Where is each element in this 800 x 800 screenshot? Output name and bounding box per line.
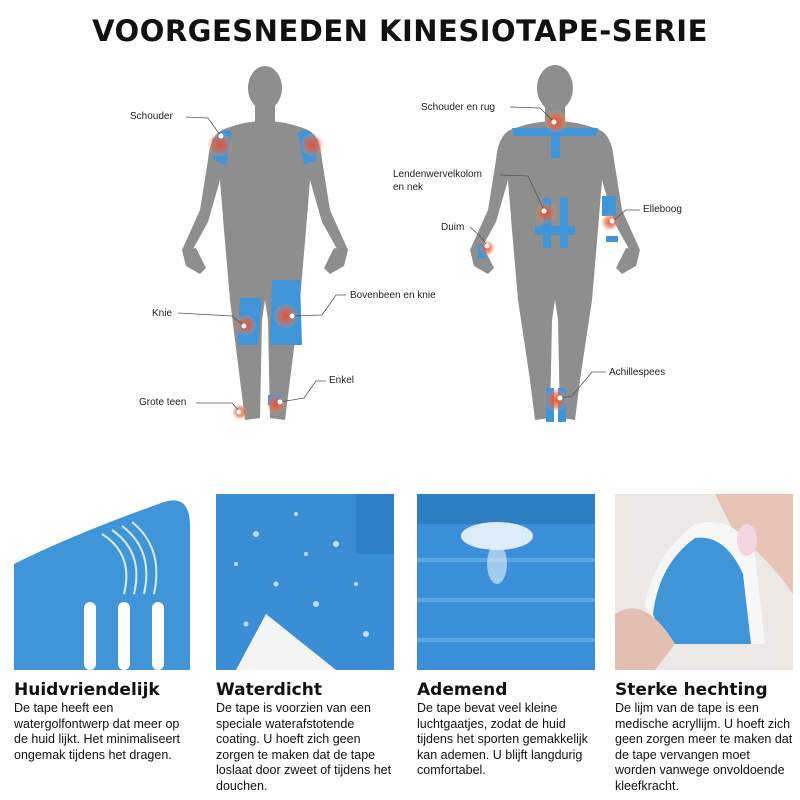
label-schouder: Schouder — [130, 111, 173, 122]
label-lendenwervelkolom-line1: Lendenwervelkolom — [393, 169, 482, 180]
breathable-tape-photo — [417, 494, 595, 670]
feature-waterdicht — [216, 494, 394, 794]
feature-sterke-hechting — [615, 494, 793, 794]
feature-text: De lijm van de tape is een medische acryllijm. U hoeft zich geen zorgen meer te maken dat de tape vervangen moet worden vanwege onvoldoende kleefkracht. — [615, 701, 793, 793]
wave-tape-photo — [14, 494, 192, 670]
page-title: VOORGESNEDEN KINESIOTAPE-SERIE — [92, 14, 708, 48]
label-schouder-rug: Schouder en rug — [421, 102, 495, 113]
label-lendenwervelkolom-line2: en nek — [393, 182, 424, 193]
label-duim: Duim — [441, 222, 465, 233]
feature-title: Huidvriendelijk — [14, 680, 160, 700]
label-knie: Knie — [152, 308, 173, 319]
feature-huidvriendelijk — [14, 494, 192, 763]
feature-title: Ademend — [417, 680, 508, 700]
feature-title: Sterke hechting — [615, 680, 768, 700]
feature-text: De tape heeft een watergolfontwerp dat meer op de huid lijkt. Het minimaliseert ongemak tijdens het dragen. — [14, 701, 181, 762]
front-body-figure — [182, 66, 348, 420]
label-enkel: Enkel — [329, 375, 355, 386]
waterproof-tape-photo — [216, 494, 394, 670]
feature-ademend — [417, 494, 595, 779]
label-grote-teen: Grote teen — [139, 397, 187, 408]
body-figures-illustration — [0, 50, 800, 440]
feature-text: De tape is voorzien van een speciale waterafstotende coating. U hoeft zich geen zorgen te maken dat de tape loslaat door zweet of tijdens het douchen. — [216, 701, 392, 793]
feature-title: Waterdicht — [216, 680, 322, 700]
feature-text: De tape bevat veel kleine luchtgaatjes, zodat de huid tijdens het sporten gemakkelijk kan ademen. U blijft langdurig comfortabel. — [417, 701, 588, 777]
label-achillespees: Achillespees — [609, 367, 666, 378]
label-lendenwervelkolom — [393, 168, 482, 194]
adhesion-tape-photo — [615, 494, 793, 670]
label-elleboog: Elleboog — [643, 204, 682, 215]
label-bovenbeen-knie: Bovenbeen en knie — [350, 290, 436, 301]
